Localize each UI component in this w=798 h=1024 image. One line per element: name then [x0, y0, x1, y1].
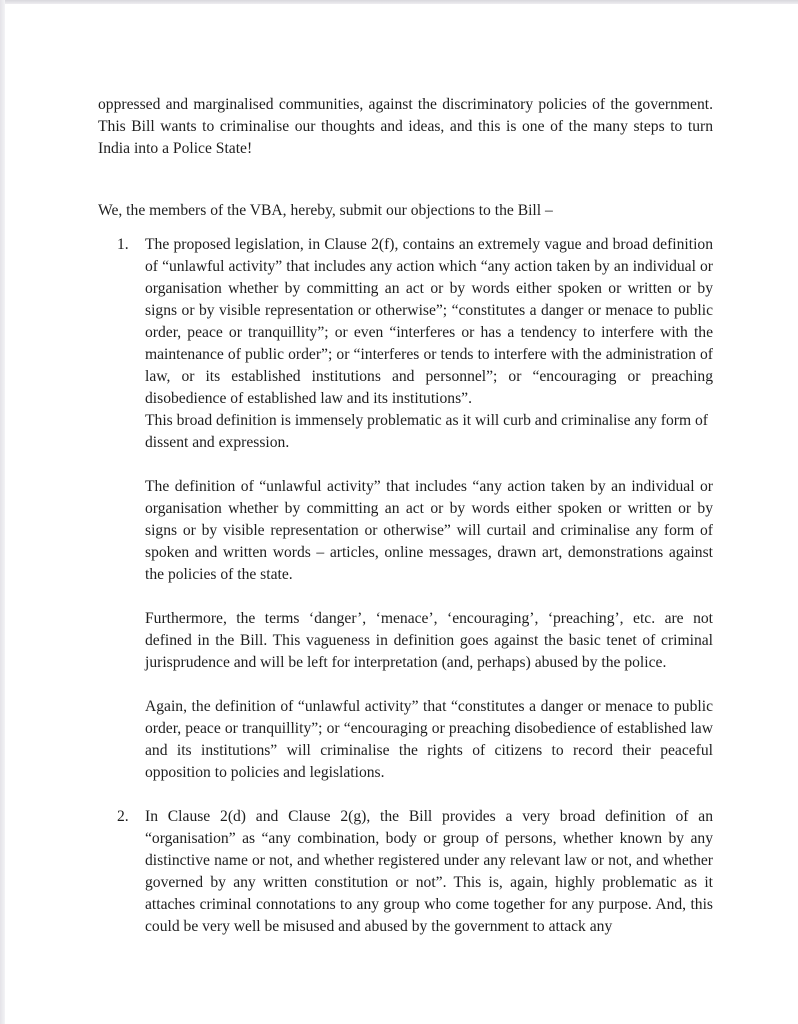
objection-item-1: [98, 234, 713, 784]
document-page: [98, 94, 713, 938]
objection-1-paragraph: The definition of “unlawful activity” that includes “any action taken by an individual or organisation whether by committing an act or by words either spoken or written or by signs or by visible representation or otherwise” will curtail and criminalise any form of spoken and written words – articles, online messages, drawn art, demonstrations against the policies of the state.: [145, 478, 713, 583]
objection-1-paragraph: Again, the definition of “unlawful activity” that “constitutes a danger or menace to public order, peace or tranquillity”; or “encouraging or preaching disobedience of established law and its institutions” will criminalise the rights of citizens to record their peaceful opposition to policies and legislations.: [145, 698, 713, 781]
viewer-left-edge: [0, 0, 5, 1024]
objection-1-paragraph: This broad definition is immensely problematic as it will curb and criminalise any form of dissent and expression.: [145, 412, 708, 451]
objection-item-2: [98, 806, 713, 938]
objections-list: [98, 234, 713, 938]
objection-2-paragraph: In Clause 2(d) and Clause 2(g), the Bill provides a very broad definition of an “organisation” as “any combination, body or group of persons, whether known by any distinctive name or not, and whether registered under any relevant law or not, and whether governed by any written constitution or not”. This is, again, highly problematic as it attaches criminal connotations to any group who come together for any purpose. And, this could be very well be misused and abused by the government to attack any: [145, 808, 713, 935]
objection-1-paragraph: Furthermore, the terms ‘danger’, ‘menace’, ‘encouraging’, ‘preaching’, etc. are not defined in the Bill. This vagueness in definition goes against the basic tenet of criminal jurisprudence and will be left for interpretation (and, perhaps) abused by the police.: [145, 610, 713, 671]
objections-lead-line: We, the members of the VBA, hereby, submit our objections to the Bill –: [98, 202, 553, 219]
list-number: 2.: [117, 808, 129, 825]
intro-paragraph: oppressed and marginalised communities, against the discriminatory policies of the government. This Bill wants to criminalise our thoughts and ideas, and this is one of the many steps to turn India into a Police State!: [98, 96, 713, 157]
viewer-top-edge: [0, 0, 798, 4]
list-number: 1.: [117, 236, 129, 253]
objection-1-paragraph: The proposed legislation, in Clause 2(f), contains an extremely vague and broad definition of “unlawful activity” that includes any action which “any action taken by an individual or organisation whether by committing an act or by words either spoken or written or by signs or by visible representation or otherwise”; “constitutes a danger or menace to public order, peace or tranquillity”; or even “interferes or has a tendency to interfere with the maintenance of public order”; or “interferes or tends to interfere with the administration of law, or its established institutions and personnel”; or “encouraging or preaching disobedience of established law and its institutions”.: [145, 236, 713, 407]
